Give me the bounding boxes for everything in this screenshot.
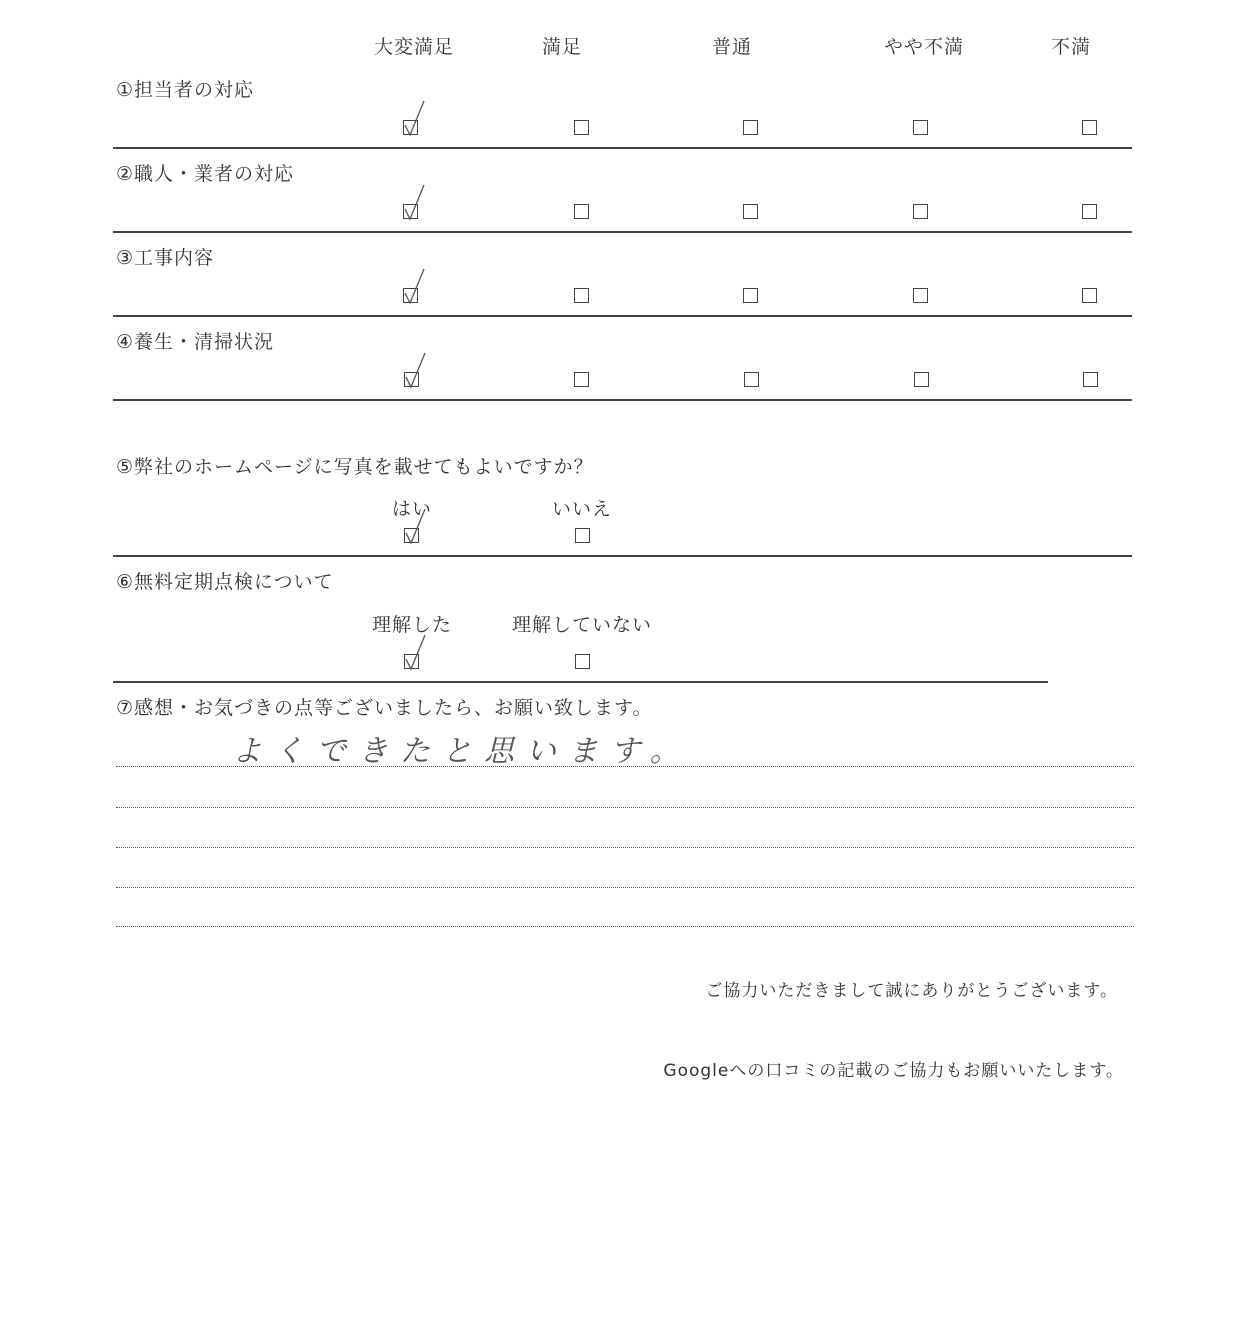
q4-option-neutral-checkbox[interactable] bbox=[744, 372, 759, 387]
q3-option-satisfied-checkbox[interactable] bbox=[574, 288, 589, 303]
q3-divider bbox=[113, 315, 1132, 317]
q6-option-understood-checkbox[interactable] bbox=[404, 654, 419, 669]
q1-option-satisfied-checkbox[interactable] bbox=[574, 120, 589, 135]
answer-line bbox=[116, 847, 1134, 848]
q2-option-very-satisfied-checkbox[interactable] bbox=[403, 204, 418, 219]
q1-option-very-satisfied-checkbox[interactable] bbox=[403, 120, 418, 135]
check-mark-icon bbox=[403, 633, 429, 673]
q2-option-somewhat-dissatisfied-checkbox[interactable] bbox=[913, 204, 928, 219]
question-1-label: ①担当者の対応 bbox=[116, 79, 255, 101]
q1-option-dissatisfied-checkbox[interactable] bbox=[1082, 120, 1097, 135]
q4-option-dissatisfied-checkbox[interactable] bbox=[1083, 372, 1098, 387]
q3-option-somewhat-dissatisfied-checkbox[interactable] bbox=[913, 288, 928, 303]
thanks-message: ご協力いただきまして誠にありがとうございます。 bbox=[705, 981, 1118, 1001]
q2-option-satisfied-checkbox[interactable] bbox=[574, 204, 589, 219]
column-header-neutral: 普通 bbox=[711, 36, 752, 58]
column-header-satisfied: 満足 bbox=[541, 36, 582, 58]
column-header-very-satisfied: 大変満足 bbox=[373, 36, 454, 58]
question-5-label: ⑤弊社のホームページに写真を載せてもよいですか？ bbox=[116, 456, 594, 478]
column-header-dissatisfied: 不満 bbox=[1050, 36, 1091, 58]
q1-option-neutral-checkbox[interactable] bbox=[743, 120, 758, 135]
check-mark-icon bbox=[403, 507, 429, 547]
q6-option-not-understood-label: 理解していない bbox=[511, 614, 652, 636]
q1-option-somewhat-dissatisfied-checkbox[interactable] bbox=[913, 120, 928, 135]
q3-option-neutral-checkbox[interactable] bbox=[743, 288, 758, 303]
q6-divider bbox=[113, 681, 1048, 683]
q4-divider bbox=[113, 399, 1132, 401]
check-mark-icon bbox=[402, 99, 428, 139]
question-2-label: ②職人・業者の対応 bbox=[116, 163, 295, 185]
q1-divider bbox=[113, 147, 1132, 149]
check-mark-icon bbox=[402, 183, 428, 223]
q2-option-dissatisfied-checkbox[interactable] bbox=[1082, 204, 1097, 219]
q5-option-no-label: いいえ bbox=[551, 498, 612, 520]
check-mark-icon bbox=[402, 267, 428, 307]
question-6-label: ⑥無料定期点検について bbox=[116, 571, 334, 593]
q4-option-somewhat-dissatisfied-checkbox[interactable] bbox=[914, 372, 929, 387]
q2-option-neutral-checkbox[interactable] bbox=[743, 204, 758, 219]
q6-option-not-understood-checkbox[interactable] bbox=[575, 654, 590, 669]
q5-divider bbox=[113, 555, 1132, 557]
column-header-somewhat-dissatisfied: やや不満 bbox=[883, 36, 964, 58]
q7-handwritten-answer[interactable]: よくできたと思います。 bbox=[232, 734, 692, 769]
question-7-label: ⑦感想・お気づきの点等ございましたら、お願い致します。 bbox=[116, 697, 653, 719]
check-mark-icon bbox=[403, 351, 429, 391]
q4-option-very-satisfied-checkbox[interactable] bbox=[404, 372, 419, 387]
question-4-label: ④養生・清掃状況 bbox=[116, 331, 275, 353]
answer-line bbox=[116, 766, 1134, 767]
google-review-request: Googleへの口コミの記載のご協力もお願いいたします。 bbox=[663, 1061, 1124, 1081]
answer-line bbox=[116, 807, 1134, 808]
q6-option-understood-label: 理解した bbox=[371, 614, 452, 636]
q5-option-yes-checkbox[interactable] bbox=[404, 528, 419, 543]
q5-option-yes-label: はい bbox=[391, 498, 432, 520]
q4-option-satisfied-checkbox[interactable] bbox=[574, 372, 589, 387]
q3-option-very-satisfied-checkbox[interactable] bbox=[403, 288, 418, 303]
q2-divider bbox=[113, 231, 1132, 233]
question-3-label: ③工事内容 bbox=[116, 247, 215, 269]
answer-line bbox=[116, 887, 1134, 888]
q5-option-no-checkbox[interactable] bbox=[575, 528, 590, 543]
answer-line bbox=[116, 926, 1134, 927]
q3-option-dissatisfied-checkbox[interactable] bbox=[1082, 288, 1097, 303]
